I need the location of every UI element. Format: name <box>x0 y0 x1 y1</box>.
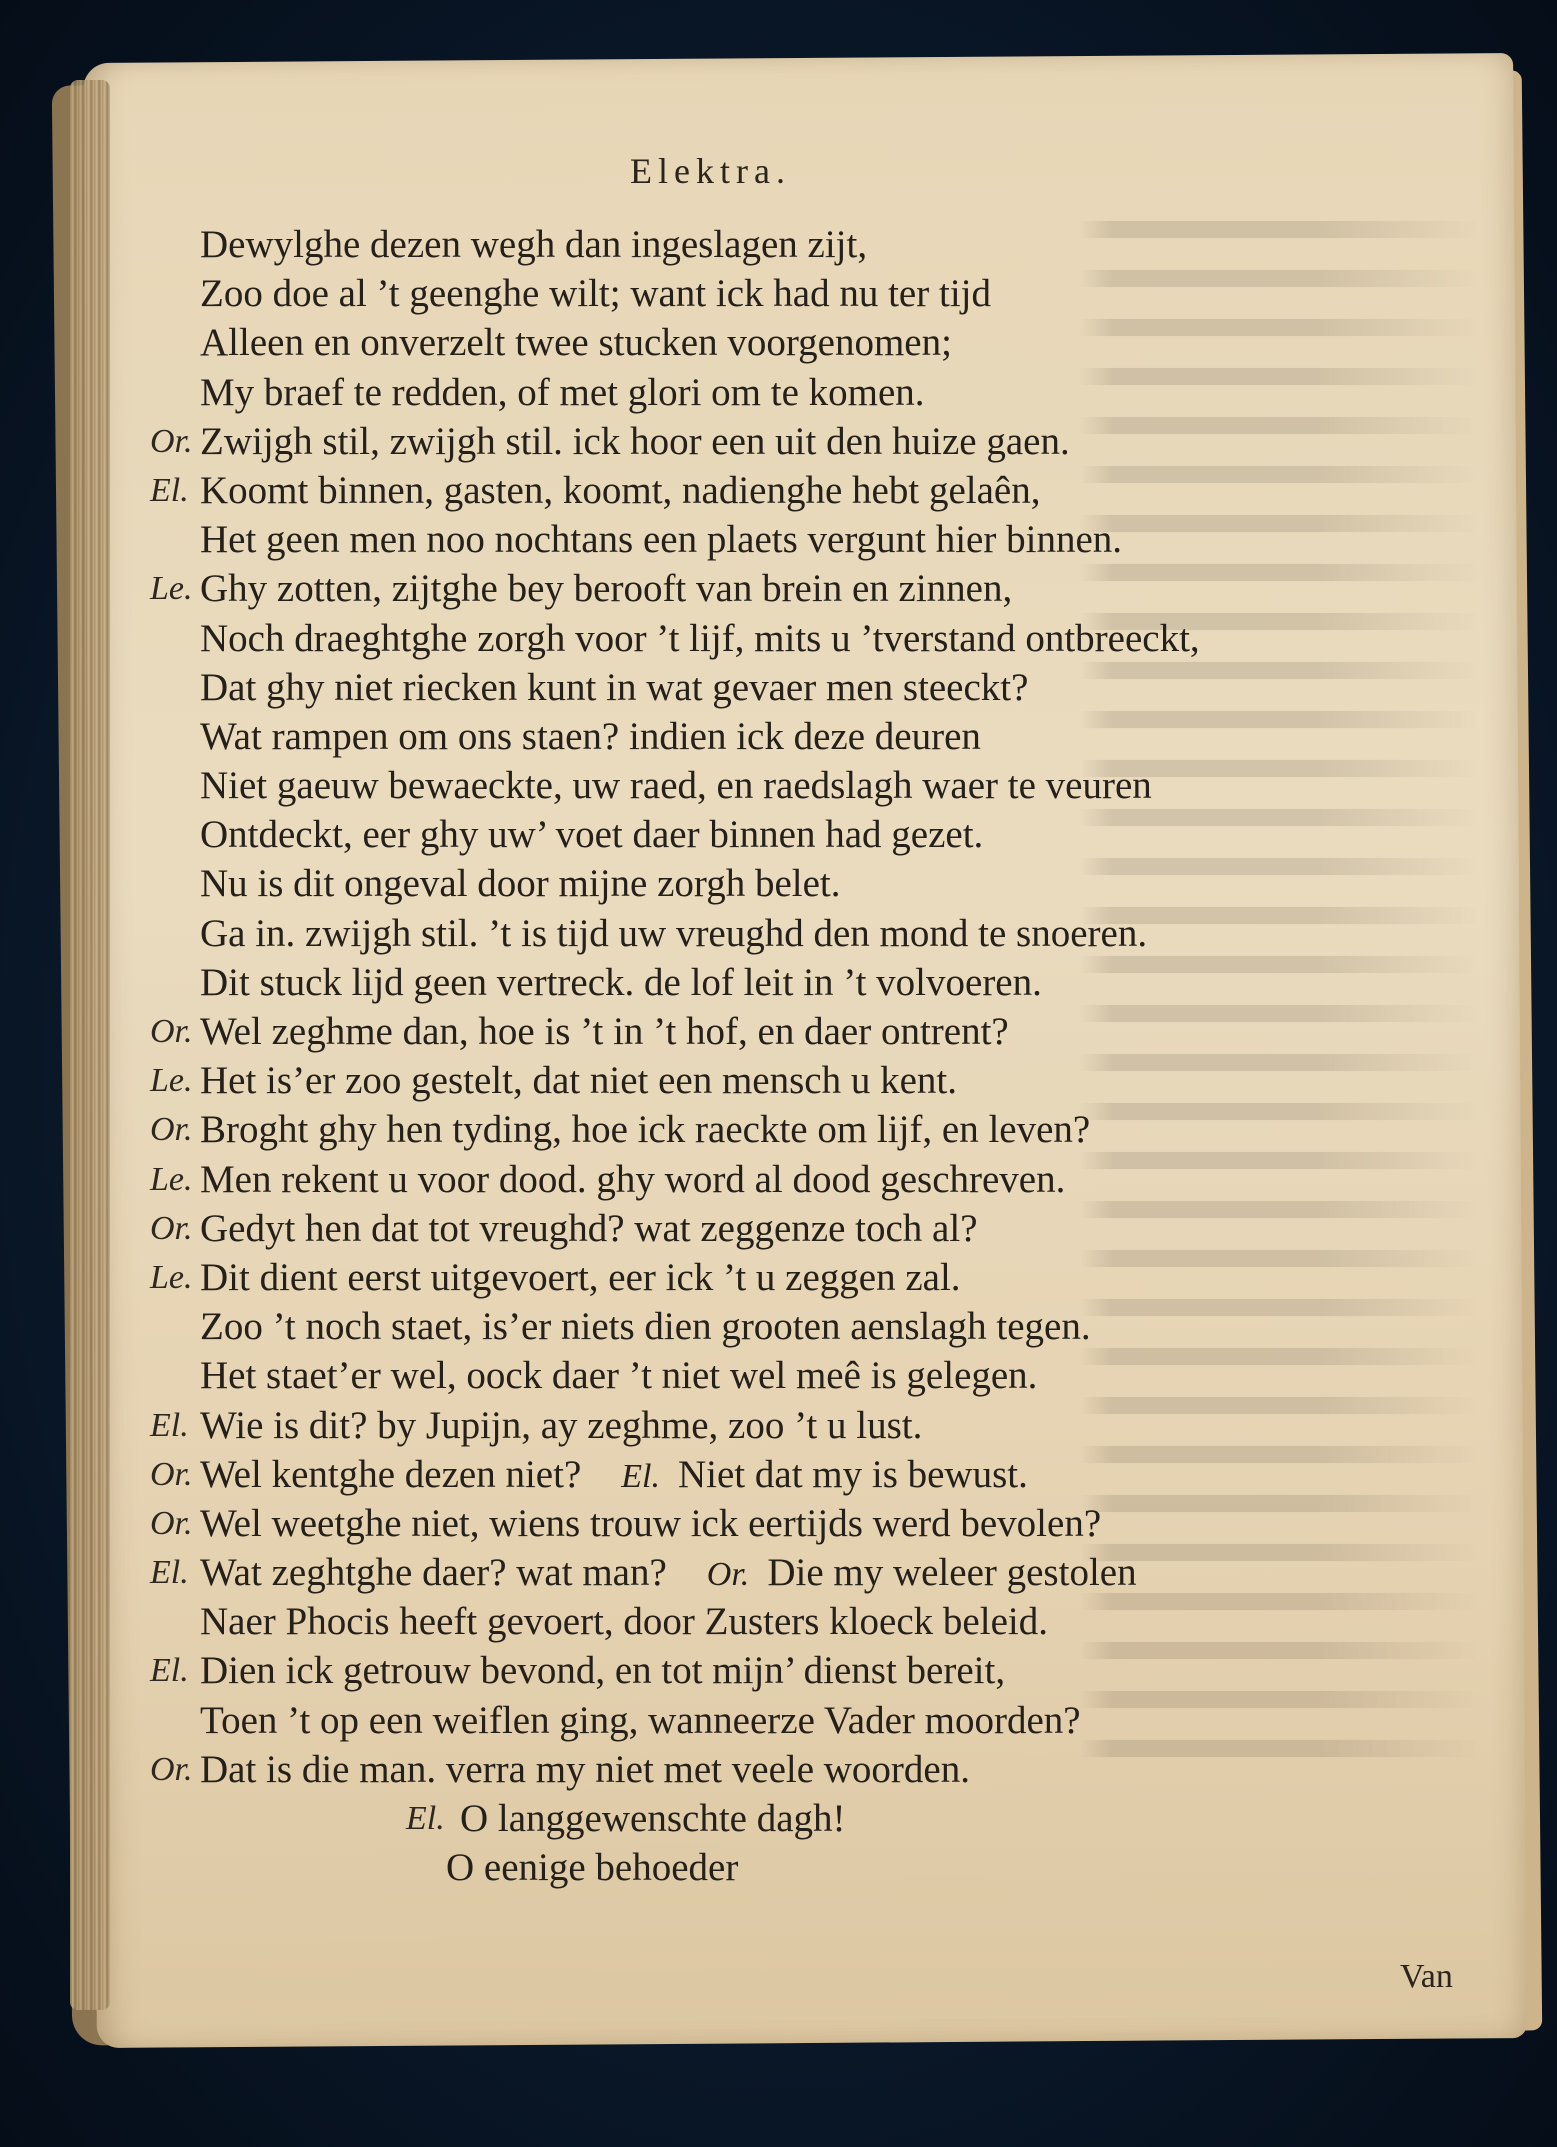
line-text: Ga in. zwijgh stil. ’t is tijd uw vreughd den mond te snoeren. <box>200 911 1148 955</box>
line-text: Dit dient eerst uitgevoert, eer ick ’t u zeggen zal. <box>200 1255 961 1299</box>
verse-lines <box>150 220 1480 1892</box>
speaker-label: Or. <box>150 1209 193 1247</box>
speaker-label: Le. <box>150 570 193 608</box>
verse-line <box>200 515 1480 564</box>
verse-line <box>200 1351 1480 1400</box>
line-text: Dit stuck lijd geen vertreck. de lof leit in ’t volvoeren. <box>200 960 1042 1004</box>
line-text: O langgewenschte dagh! <box>460 1797 846 1840</box>
line-text: Ontdeckt, eer ghy uw’ voet daer binnen had gezet. <box>200 813 984 857</box>
verse-line <box>200 712 1480 761</box>
speaker-label: Le. <box>150 1062 193 1100</box>
verse-line <box>150 1056 1480 1105</box>
verse-line <box>200 614 1480 663</box>
line-text: Het geen men noo nochtans een plaets vergunt hier binnen. <box>200 518 1123 562</box>
line-text: Toen ’t op een weiflen ging, wanneerze Vader moorden? <box>200 1698 1081 1742</box>
verse-line <box>200 1696 1480 1745</box>
speaker-label: El. <box>150 1406 189 1444</box>
line-text: Het staet’er wel, oock daer ’t niet wel meê is gelegen. <box>200 1354 1038 1398</box>
verse-line <box>200 1794 1480 1843</box>
line-text: Nu is dit ongeval door mijne zorgh belet. <box>200 862 841 906</box>
verse-line <box>150 1401 1480 1450</box>
verse-line <box>200 810 1480 859</box>
line-text: Het is’er zoo gestelt, dat niet een mensch u kent. <box>200 1059 957 1103</box>
line-text: Die my weleer gestolen <box>767 1551 1137 1595</box>
speaker-label: Or. <box>150 1455 193 1493</box>
line-text: Wel kentghe dezen niet? <box>200 1452 582 1496</box>
verse-line <box>150 1450 1480 1499</box>
line-text: Gedyt hen dat tot vreughd? wat zeggenze toch al? <box>200 1206 978 1250</box>
verse-line <box>150 1105 1480 1154</box>
line-text: Wie is dit? by Jupijn, ay zeghme, zoo ’t u lust. <box>200 1403 923 1447</box>
verse-line <box>200 909 1480 958</box>
speaker-label: Or. <box>150 1013 193 1050</box>
verse-line <box>150 417 1480 466</box>
verse-line <box>150 1204 1480 1253</box>
verse-line <box>150 1499 1480 1548</box>
speaker-label: Or. <box>150 1111 193 1149</box>
line-text: Wel zeghme dan, hoe is ’t in ’t hof, en daer ontrent? <box>200 1010 1009 1053</box>
line-text: Naer Phocis heeft gevoert, door Zusters kloeck beleid. <box>200 1600 1048 1644</box>
line-text: Dien ick getrouw bevond, en tot mijn’ dienst bereit, <box>200 1649 1006 1693</box>
verse-line <box>150 1155 1480 1204</box>
speaker-label: Le. <box>150 1258 193 1296</box>
verse-line <box>200 859 1480 908</box>
speaker-label: Or. <box>150 1504 193 1542</box>
line-text: Broght ghy hen tyding, hoe ick raeckte om lijf, en leven? <box>200 1108 1091 1152</box>
speaker-label: El. <box>150 1652 189 1690</box>
verse-line <box>150 1548 1480 1597</box>
speaker-label: El. <box>150 1554 189 1592</box>
line-text: Dewylghe dezen wegh dan ingeslagen zijt, <box>200 223 868 266</box>
line-text: Dat ghy niet riecken kunt in wat gevaer men steeckt? <box>200 665 1029 709</box>
speaker-label: El. <box>621 1457 660 1495</box>
speaker-label: Or. <box>150 422 193 460</box>
line-text: Alleen en onverzelt twee stucken voorgenomen; <box>200 321 952 365</box>
line-text: Wat rampen om ons staen? indien ick deze deuren <box>200 714 981 758</box>
verse-line <box>150 1646 1480 1695</box>
running-head: Elektra. <box>630 151 791 191</box>
line-text: Noch draeghtghe zorgh voor ’t lijf, mits u ’tverstand ontbreeckt, <box>200 616 1200 660</box>
line-text: Niet dat my is bewust. <box>677 1452 1028 1496</box>
line-text: Wel weetghe niet, wiens trouw ick eertijds werd bevolen? <box>200 1501 1102 1545</box>
verse-line <box>200 368 1480 417</box>
line-text: Zwijgh stil, zwijgh stil. ick hoor een uit den huize gaen. <box>200 419 1070 463</box>
line-text: Zoo ’t noch staet, is’er niets dien grooten aenslagh tegen. <box>200 1305 1091 1349</box>
line-text: Dat is die man. verra my niet met veele woorden. <box>200 1747 970 1791</box>
speaker-label: Or. <box>706 1556 750 1594</box>
line-text: Zoo doe al ’t geenghe wilt; want ick had nu ter tijd <box>200 272 991 316</box>
catchword: Van <box>1400 1958 1453 1995</box>
line-text: Niet gaeuw bewaeckte, uw raed, en raedslagh waer te veuren <box>200 764 1152 808</box>
line-text: Koomt binnen, gasten, koomt, nadienghe hebt gelaên, <box>200 468 1041 512</box>
line-text: My braef te redden, of met glori om te komen. <box>200 370 925 414</box>
verse-line <box>150 466 1480 515</box>
verse-line <box>200 1843 1480 1892</box>
verse-line <box>200 663 1480 712</box>
verse-line <box>200 761 1480 810</box>
line-text: Men rekent u voor dood. ghy word al dood geschreven. <box>200 1157 1066 1201</box>
speaker-label: Or. <box>150 1750 193 1788</box>
verse-line <box>150 1253 1480 1302</box>
verse-line <box>200 1302 1480 1351</box>
verse-line <box>200 220 1480 269</box>
verse-line <box>150 1007 1480 1056</box>
verse-line <box>200 318 1480 367</box>
verse-line <box>150 564 1480 613</box>
speaker-label: El. <box>150 471 189 509</box>
verse-line <box>200 269 1480 318</box>
verse-line <box>200 958 1480 1007</box>
line-text: O eenige behoeder <box>446 1846 739 1890</box>
speaker-label: Le. <box>150 1160 193 1198</box>
verse-line <box>200 1597 1480 1646</box>
verse-line <box>150 1745 1480 1794</box>
book-gutter <box>70 80 110 2010</box>
line-text: Ghy zotten, zijtghe bey berooft van brein en zinnen, <box>200 567 1013 611</box>
speaker-label: El. <box>406 1800 445 1837</box>
line-text: Wat zeghtghe daer? wat man? <box>200 1551 667 1595</box>
